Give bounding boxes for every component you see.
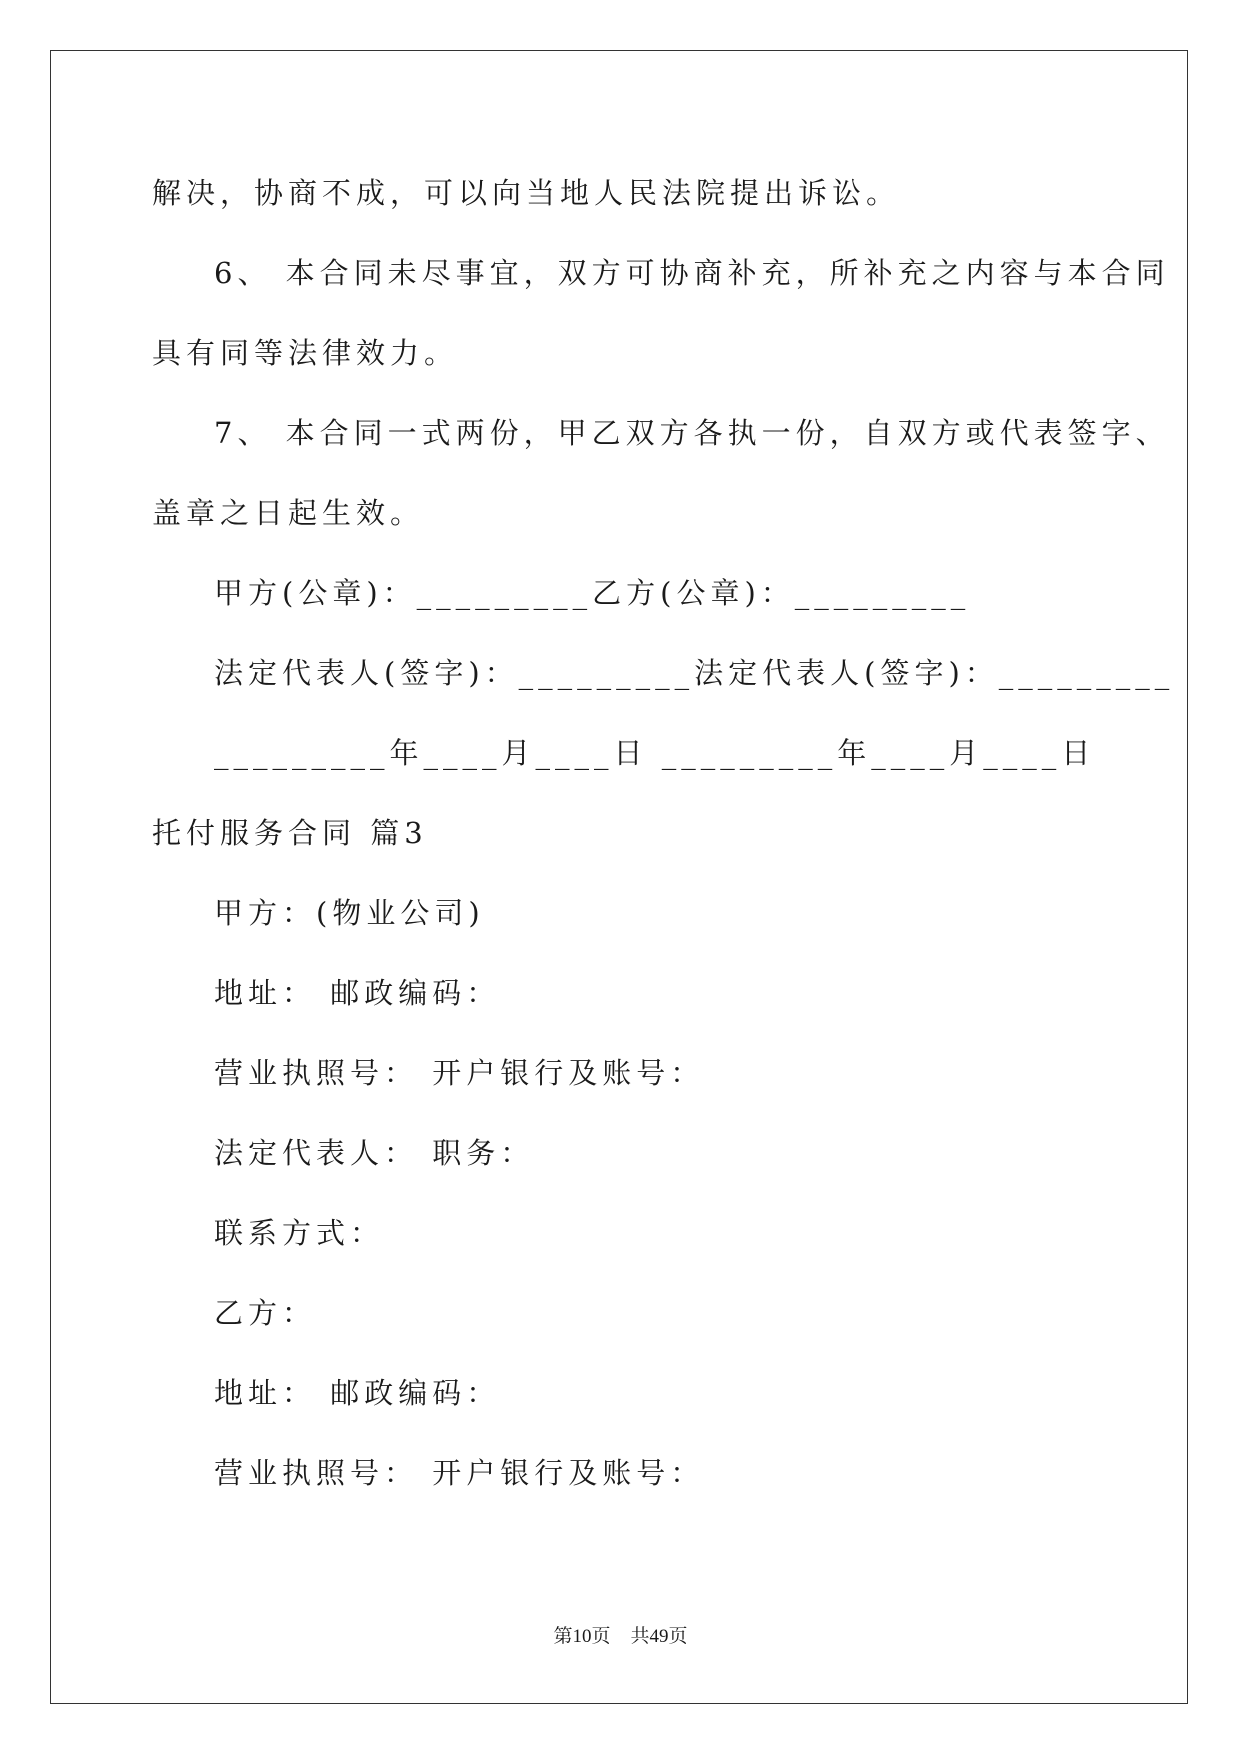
license-line: 营业执照号： 开户银行及账号： <box>214 1056 705 1090</box>
signature-seal-line: 甲方(公章)：_________乙方(公章)：_________ <box>214 576 971 610</box>
contact-line: 联系方式： <box>214 1216 385 1250</box>
section-title: 托付服务合同 篇3 <box>152 816 428 850</box>
representative-line: 法定代表人： 职务： <box>214 1136 535 1170</box>
footer-total-pages: 49 <box>649 1626 669 1647</box>
address-line: 地址： 邮政编码： <box>214 1376 501 1410</box>
party-a-line: 甲方：(物业公司) <box>214 896 485 930</box>
address-line: 地址： 邮政编码： <box>214 976 501 1010</box>
text-line: 盖章之日起生效。 <box>152 496 425 530</box>
footer-page-number: 10 <box>572 1626 592 1647</box>
license-line: 营业执照号： 开户银行及账号： <box>214 1456 705 1490</box>
text-line-clause-7: 7、 本合同一式两份，甲乙双方各执一份，自双方或代表签字、 <box>214 416 1170 450</box>
page-footer <box>0 1624 1241 1649</box>
footer-total-prefix: 共 <box>630 1625 650 1647</box>
party-b-line: 乙方： <box>214 1296 317 1330</box>
signature-date-line: _________年____月____日 _________年____月____日 <box>214 736 1096 770</box>
footer-prefix: 第 <box>553 1625 573 1647</box>
text-line-clause-6: 6、 本合同未尽事宜，双方可协商补充，所补充之内容与本合同 <box>214 256 1170 290</box>
footer-page-suffix: 页 <box>591 1625 611 1647</box>
signature-representative-line: 法定代表人(签字)：_________法定代表人(签字)：_________ <box>214 656 1175 690</box>
footer-total-suffix: 页 <box>668 1625 688 1647</box>
text-line: 解决，协商不成，可以向当地人民法院提出诉讼。 <box>152 176 901 210</box>
text-line: 具有同等法律效力。 <box>152 336 459 370</box>
